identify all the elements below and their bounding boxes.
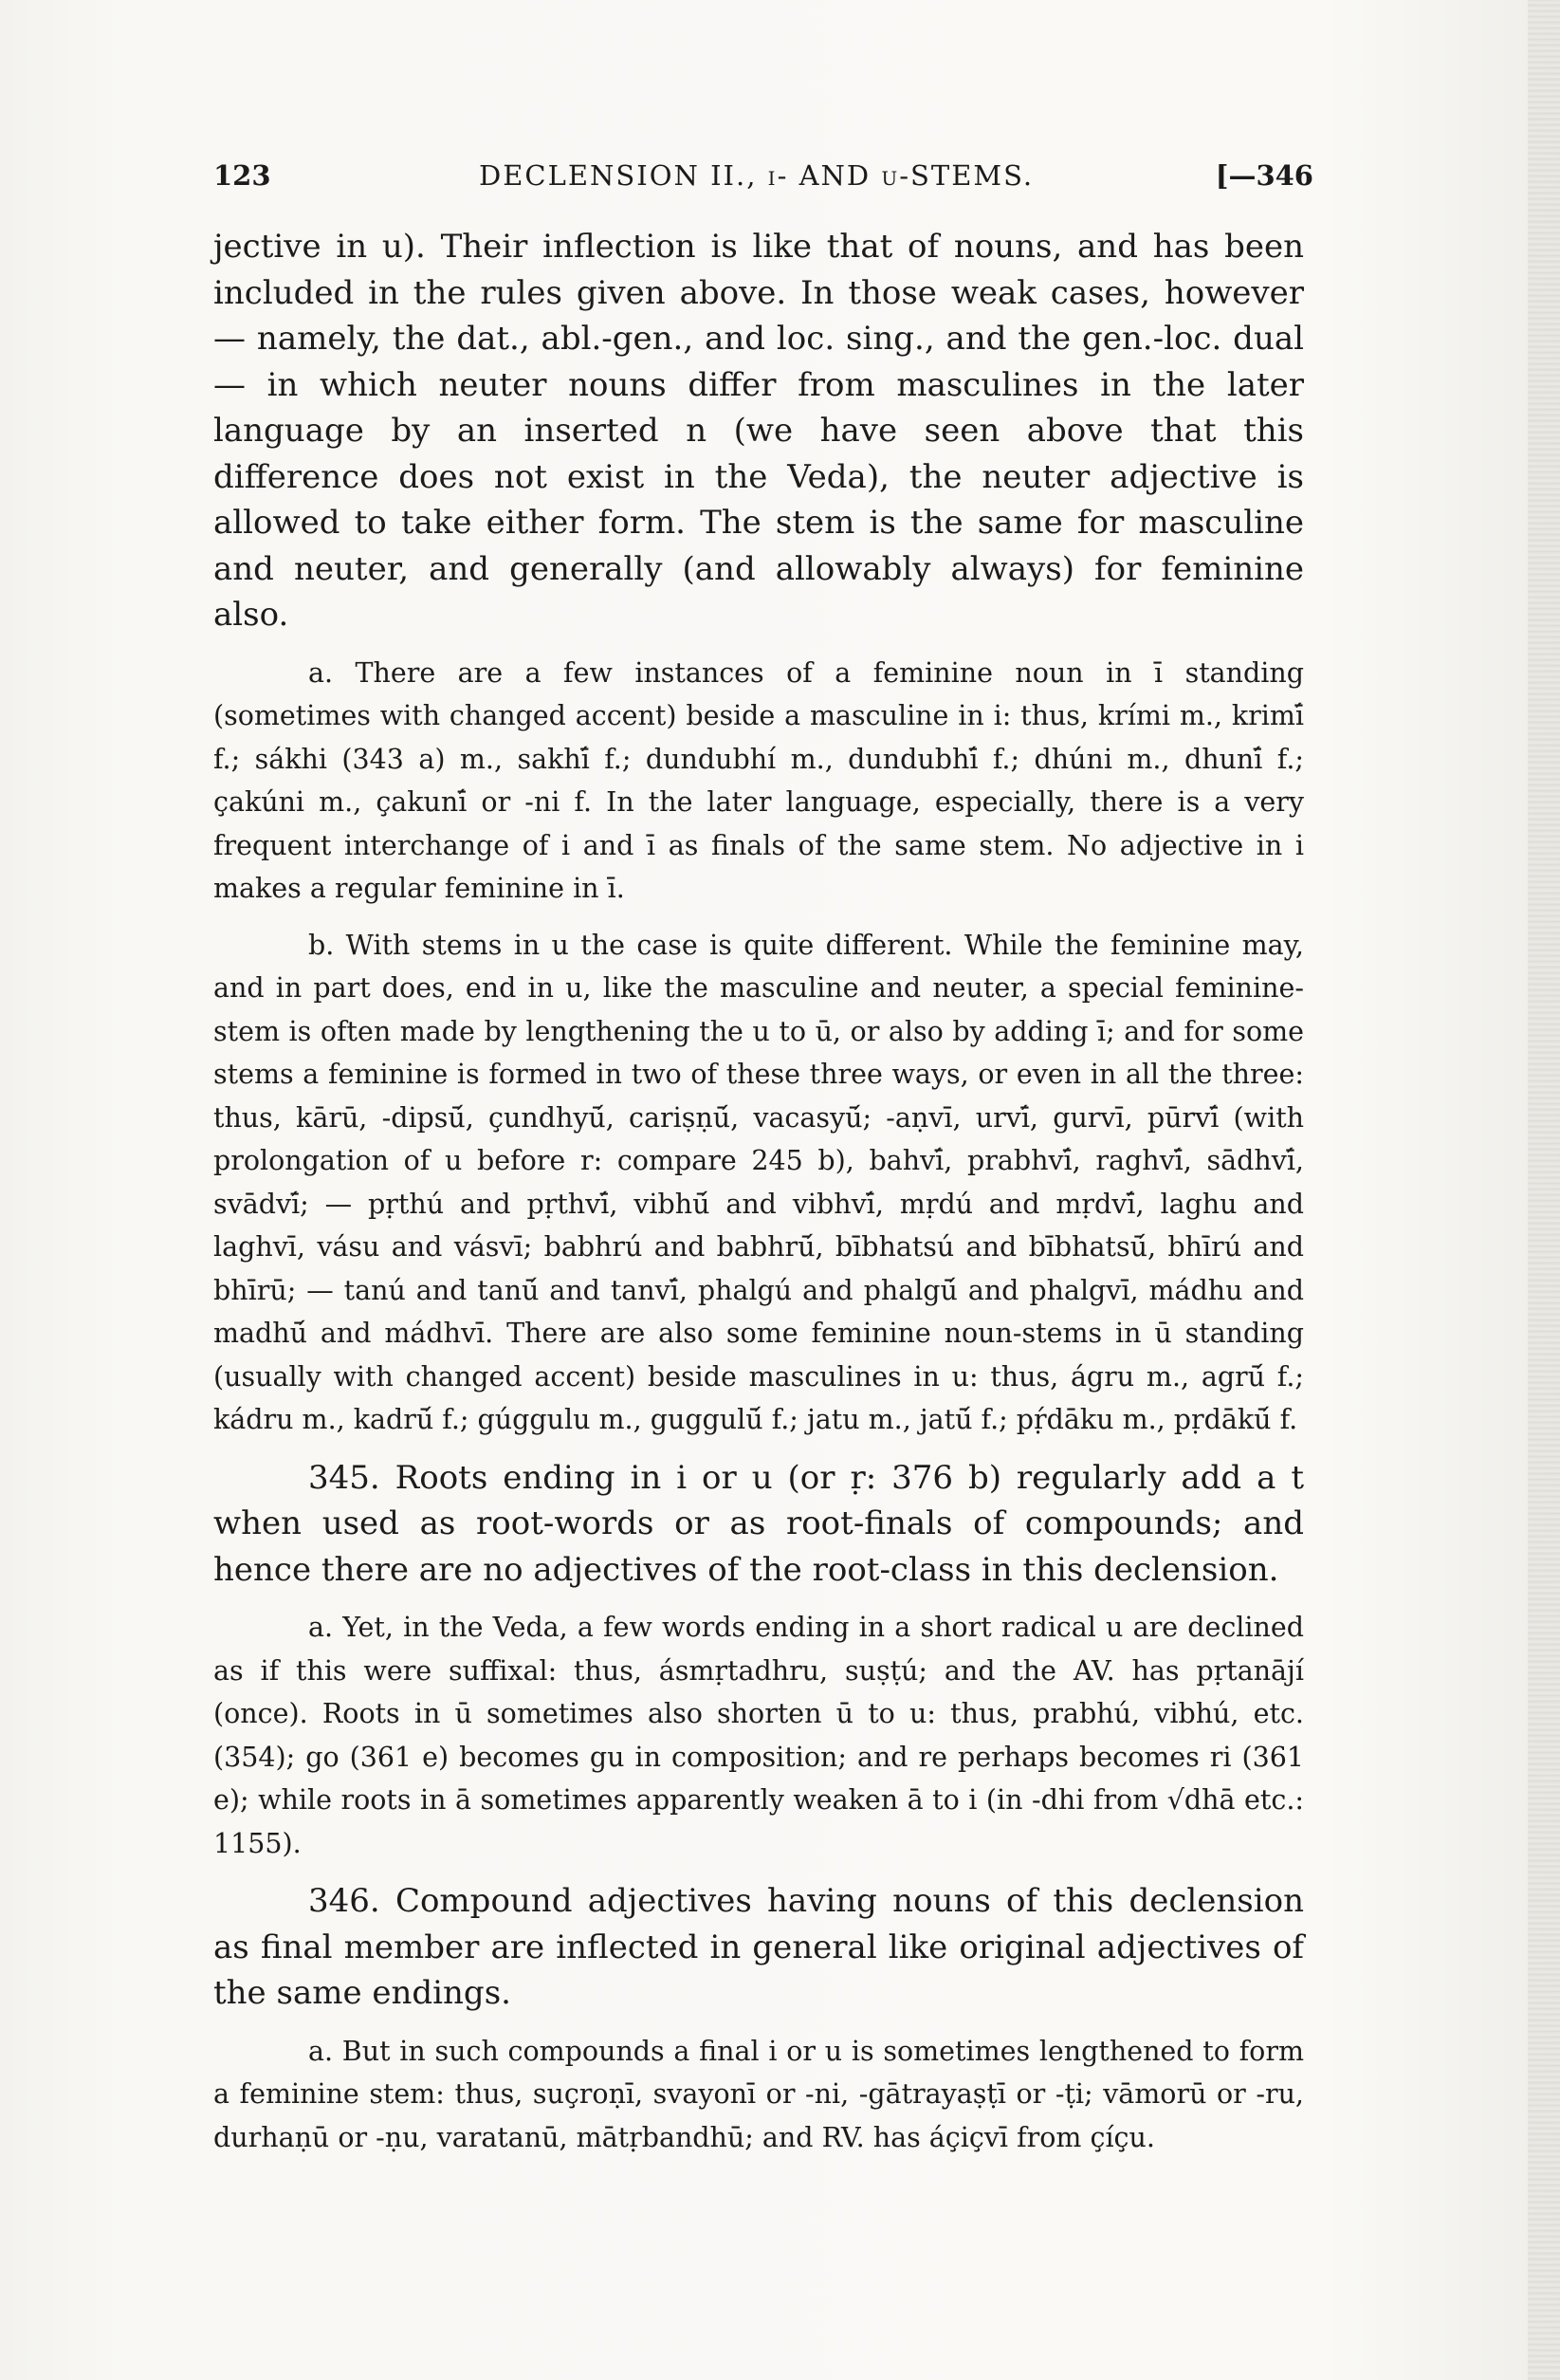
paragraph-346: 346. Compound adjectives having nouns of this declension as final member are inflected in general like original adjectives of the same endings. xyxy=(213,1882,1304,2012)
section-reference: [—346 xyxy=(1215,159,1313,192)
page-header xyxy=(213,159,1313,207)
running-title: DECLENSION II., i- AND u-STEMS. xyxy=(479,159,1035,192)
paragraph-346a: a. But in such compounds a final i or u is sometimes lengthened to form a feminine stem: thus, suçroṇī, svayonī or -ni, -gātrayaṣṭī or -ṭi; vāmorū or -ru, durhaṇū or -ṇu, varatanū, mātṛbandhū; and RV. has áçiçvī from çíçu. xyxy=(213,2035,1304,2153)
paragraph-continuation: jective in u). Their inflection is like that of nouns, and has been included in the rules given above. In those weak cases, however — namely, the dat., abl.-gen., and loc. sing., and the gen.-loc. dual — in which neuter nouns differ from masculines in the later language by an inserted n (we have seen above that this difference does not exist in the Veda), the neuter adjective is allowed to take either form. The stem is the same for masculine and neuter, and generally (and allowably always) for feminine also. xyxy=(213,228,1304,634)
page-number: 123 xyxy=(213,159,271,192)
page-edge-shading xyxy=(1528,0,1560,2380)
body-text xyxy=(213,224,1304,2159)
paragraph-344b: b. With stems in u the case is quite different. While the feminine may, and in part does, end in u, like the masculine and neuter, a special feminine-stem is often made by lengthening the u to ū, or also by adding ī; and for some stems a feminine is formed in two of these three ways, or even in all the three: thus, kārū, -dipsū́, çundhyū́, cariṣṇū́, vacasyū́; -aṇvī, urvī́, gurvī, pūrvī́ (with prolongation of u before r: compare 245 b), bahvī́, prabhvī́, raghvī́, sādhvī́, svādvī́; — pṛthú and pṛthvī́, vibhū́ and vibhvī́, mṛdú and mṛdvī́, laghu and laghvī, vásu and vásvī; babhrú and babhrū́, bībhatsú and bībhatsū́, bhīrú and bhīrū; — tanú and tanū́ and tanvī́, phalgú and phalgū́ and phalgvī, mádhu and madhū́ and mádhvī. There are also some feminine noun-stems in ū standing (usually with changed accent) beside masculines in u: thus, ágru m., agrū́ f.; kádru m., kadrū́ f.; gúggulu m., guggulū́ f.; jatu m., jatū́ f.; pṛ́dāku m., pṛdākū́ f. xyxy=(213,929,1304,1435)
paragraph-345: 345. Roots ending in i or u (or ṛ: 376 b) regularly add a t when used as root-words or as root-finals of compounds; and hence there are no adjectives of the root-class in this declension. xyxy=(213,1458,1304,1589)
paragraph-344a: a. There are a few instances of a feminine noun in ī standing (sometimes with changed accent) beside a masculine in i: thus, krími m., krimī́ f.; sákhi (343 a) m., sakhī́ f.; dundubhí m., dundubhī́ f.; dhúni m., dhunī́ f.; çakúni m., çakunī́ or -ni f. In the later language, especially, there is a very frequent interchange of i and ī as finals of the same stem. No adjective in i makes a regular feminine in ī. xyxy=(213,656,1304,904)
paragraph-345a: a. Yet, in the Veda, a few words ending in a short radical u are declined as if this were suffixal: thus, ásmṛtadhru, suṣṭú; and the AV. has pṛtanājí (once). Roots in ū sometimes also shorten ū to u: thus, prabhú, vibhú, etc. (354); go (361 e) becomes gu in composition; and re perhaps becomes ri (361 e); while roots in ā sometimes apparently weaken ā to i (in -dhi from √dhā etc.: 1155). xyxy=(213,1612,1304,1859)
